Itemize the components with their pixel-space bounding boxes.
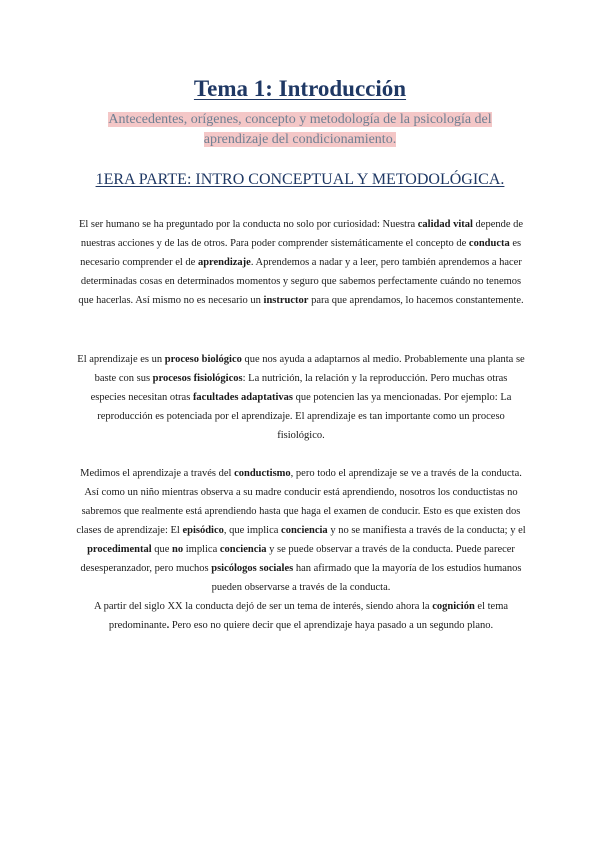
text-run: Medimos el aprendizaje a través del	[80, 468, 235, 479]
section-heading: 1ERA PARTE: INTRO CONCEPTUAL Y METODOLÓGICA.	[95, 171, 505, 188]
text-run: A partir del siglo XX la conducta dejó de ser un tema de interés, siendo ahora la	[93, 601, 433, 612]
text-run: depende de nuestras acciones y de las de otros. Para poder comprender sistemáticamente el concepto de	[80, 219, 524, 249]
bold-term: facultades adaptativas	[192, 392, 293, 403]
bold-term: conciencia	[281, 525, 328, 536]
text-run: que	[151, 544, 173, 555]
page-title: Tema 1: Introducción	[193, 76, 407, 101]
bold-term: conductismo	[234, 468, 291, 479]
bold-term: episódico	[182, 525, 224, 536]
text-run: es necesario comprender el de	[80, 238, 522, 268]
text-run: han afirmado que la mayoría de los estudios humanos pueden observarse a través de la conducta.	[211, 563, 522, 593]
bold-term: instructor	[263, 295, 309, 306]
subtitle-text: Antecedentes, orígenes, concepto y metodología de la psicología del aprendizaje del condicionamiento.	[108, 112, 492, 147]
text-run: : La nutrición, la relación y la reproducción. Pero muchas otras especies necesitan otras	[90, 373, 508, 403]
bold-term: proceso biológico	[164, 354, 242, 365]
bold-term: calidad vital	[417, 219, 473, 230]
bold-term: conducta	[468, 238, 510, 249]
text-run: para que aprendamos, lo hacemos constantemente.	[308, 295, 524, 306]
bold-term: conciencia	[219, 544, 267, 555]
paragraph-3	[76, 464, 526, 635]
bold-term: procesos fisiológicos	[152, 373, 243, 384]
text-run: , pero todo el aprendizaje se ve a través de la conducta. Así como un niño mientras observa a su madre conducir está aprendiendo, nosotros los conductistas no sabremos que realmente está aprendiendo hasta que haga el examen de conducir. Esto es que existen dos clases de aprendizaje: El	[76, 468, 522, 536]
text-run: el tema predominante	[108, 601, 509, 631]
bold-term: psicólogos sociales	[211, 563, 294, 574]
text-run: y no se manifiesta a través de la conducta; y el	[327, 525, 526, 536]
bold-term: no	[172, 544, 184, 555]
bold-term: procedimental	[87, 544, 152, 555]
bold-term: .	[166, 620, 170, 631]
bold-term: cognición	[432, 601, 475, 612]
subtitle	[90, 110, 510, 150]
subtitle-block	[0, 110, 600, 150]
text-run: que potencien las ya mencionadas. Por ejemplo: La reproducción es potenciada por el aprendizaje. El aprendizaje es tan importante como un proceso fisiológico.	[97, 392, 512, 441]
bold-term: aprendizaje	[197, 257, 251, 268]
text-run: que nos ayuda a adaptarnos al medio. Probablemente una planta se baste con sus	[94, 354, 525, 384]
paragraph-2	[76, 350, 526, 445]
text-run: El aprendizaje es un	[77, 354, 165, 365]
text-run: . Aprendemos a nadar y a leer, pero también aprendemos a hacer determinadas cosas en determinados momentos y seguro que sabemos perfectamente cuándo no tenemos que hacerlas. Así mismo no es necesario un	[78, 257, 522, 306]
text-run: , que implica	[223, 525, 282, 536]
text-run: y se puede observar a través de la conducta. Puede parecer desesperanzador, pero muchos	[80, 544, 515, 574]
paragraph-1	[76, 215, 526, 310]
text-run: Pero eso no quiere decir que el aprendizaje haya pasado a un segundo plano.	[169, 620, 494, 631]
text-run: El ser humano se ha preguntado por la conducta no solo por curiosidad: Nuestra	[78, 219, 418, 230]
text-run: implica	[183, 544, 220, 555]
